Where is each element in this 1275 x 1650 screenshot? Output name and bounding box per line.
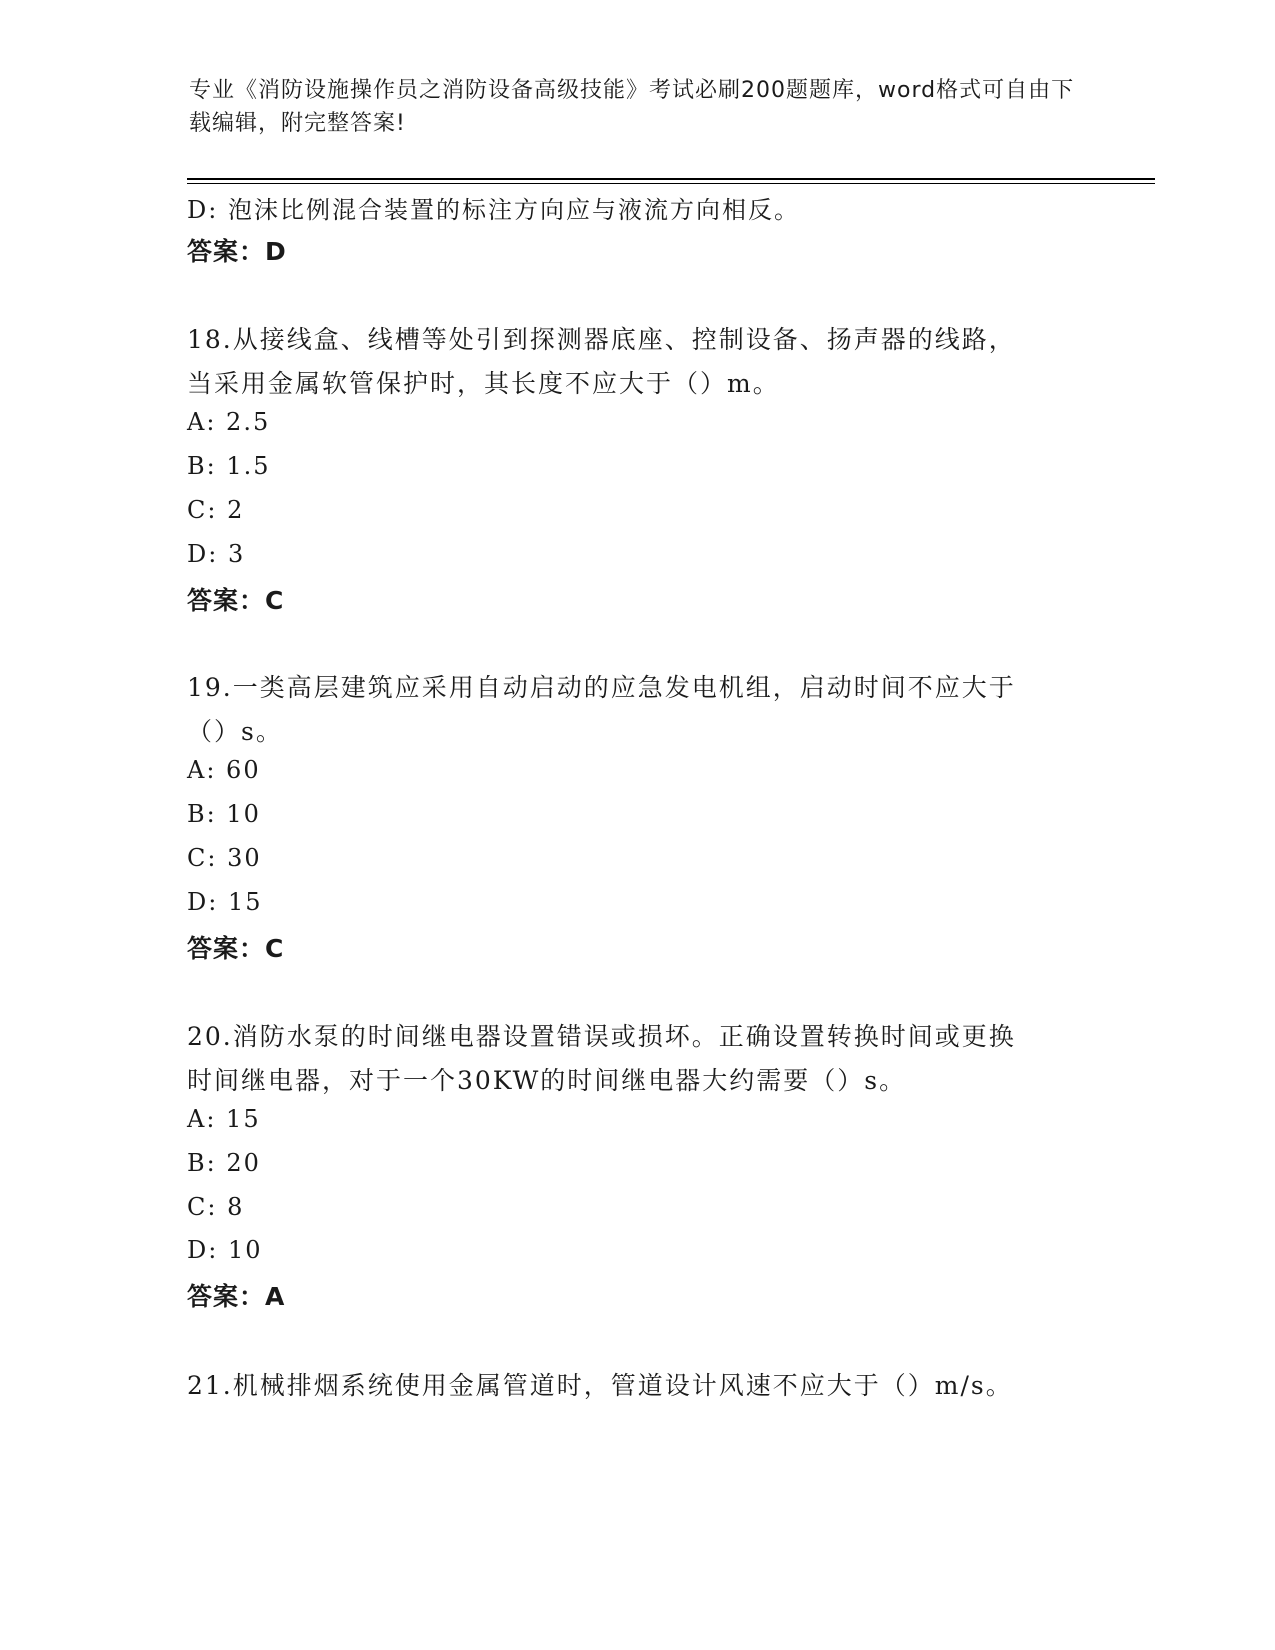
question-20-text-line-2: 时间继电器，对于一个30KW的时间继电器大约需要（）s。 bbox=[187, 1066, 907, 1095]
question-18-text-line-1: 18.从接线盒、线槽等处引到探测器底座、控制设备、扬声器的线路， bbox=[187, 325, 1016, 354]
question-18-option-c: C: 2 bbox=[187, 496, 245, 524]
question-17-option-d: D: 泡沫比例混合装置的标注方向应与液流方向相反。 bbox=[187, 196, 800, 224]
document-header: 专业《消防设施操作员之消防设备高级技能》考试必刷200题题库，word格式可自由下载编辑，附完整答案! bbox=[189, 78, 1075, 136]
question-19-option-d: D: 15 bbox=[187, 888, 263, 916]
question-18-option-d: D: 3 bbox=[187, 540, 246, 568]
question-19-answer: 答案：C bbox=[187, 934, 285, 963]
question-20-option-b: B: 20 bbox=[187, 1149, 261, 1177]
question-18-text-line-2: 当采用金属软管保护时，其长度不应大于（）m。 bbox=[187, 369, 780, 398]
question-20-option-c: C: 8 bbox=[187, 1193, 245, 1221]
question-19-option-a: A: 60 bbox=[187, 756, 261, 784]
question-18-option-b: B: 1.5 bbox=[187, 452, 271, 480]
question-21-text-line-1: 21.机械排烟系统使用金属管道时，管道设计风速不应大于（）m/s。 bbox=[187, 1371, 1013, 1400]
question-19-text-line-2: （）s。 bbox=[187, 717, 283, 746]
header-divider-thick bbox=[187, 178, 1155, 180]
question-20-option-a: A: 15 bbox=[187, 1105, 261, 1133]
question-17-answer: 答案：D bbox=[187, 237, 287, 266]
question-18-option-a: A: 2.5 bbox=[187, 408, 271, 436]
question-19-option-b: B: 10 bbox=[187, 800, 261, 828]
header-divider-thin bbox=[187, 183, 1155, 184]
question-20-option-d: D: 10 bbox=[187, 1236, 263, 1264]
question-19-text-line-1: 19.一类高层建筑应采用自动启动的应急发电机组，启动时间不应大于 bbox=[187, 673, 1016, 702]
question-20-answer: 答案：A bbox=[187, 1282, 286, 1311]
question-19-option-c: C: 30 bbox=[187, 844, 262, 872]
question-20-text-line-1: 20.消防水泵的时间继电器设置错误或损坏。正确设置转换时间或更换 bbox=[187, 1022, 1016, 1051]
question-18-answer: 答案：C bbox=[187, 586, 285, 615]
